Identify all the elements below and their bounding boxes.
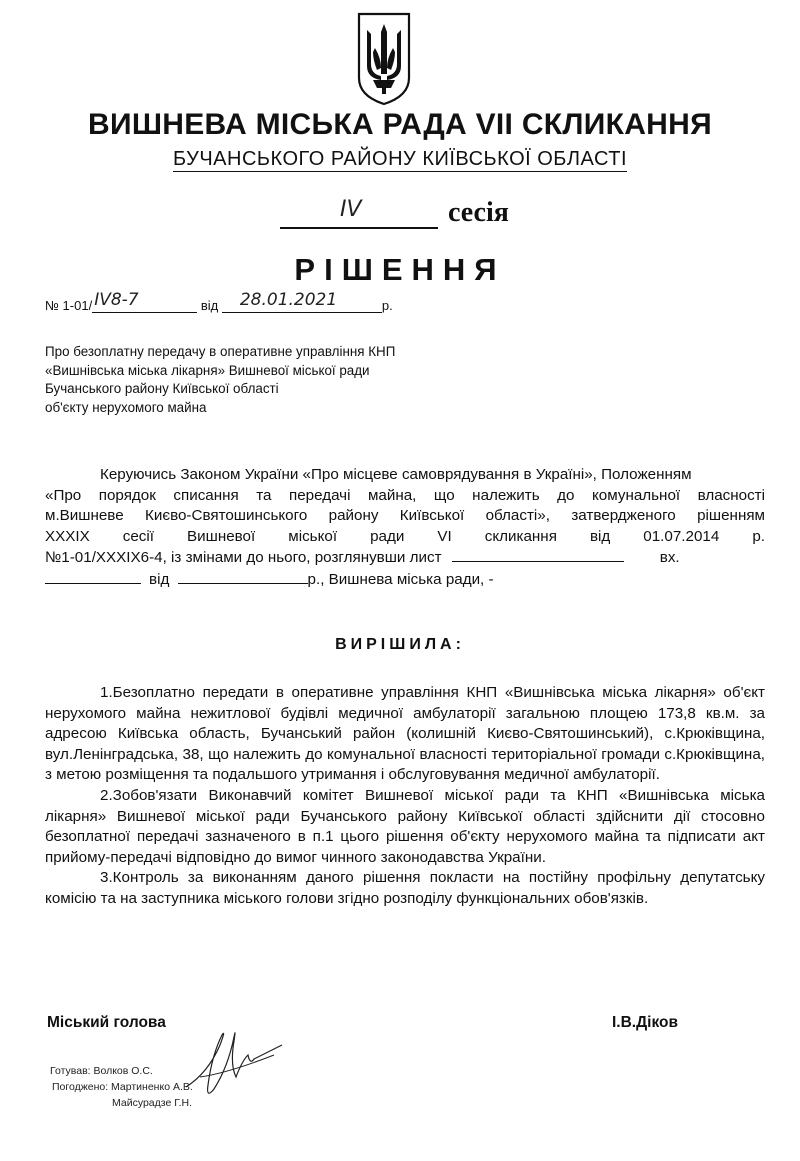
prepared-by: Готував: Волков О.С. — [50, 1065, 153, 1077]
subject-line: Бучанського району Київської області — [45, 381, 279, 396]
preamble-line — [45, 547, 765, 569]
session-number-handwritten: IV — [340, 197, 362, 222]
letter-number-field — [452, 547, 624, 562]
preamble-line — [45, 569, 765, 591]
incoming-label: вх. — [659, 549, 680, 567]
incoming-number-field — [45, 569, 141, 584]
decision-date-field — [222, 290, 382, 313]
decision-number-handwritten: IV8-7 — [94, 290, 139, 310]
preamble-line: «Про порядок списання та передачі майна, що належить до комунальної власності — [45, 486, 765, 504]
decision-number-line — [45, 290, 393, 313]
agreed-by-second: Майсурадзе Г.Н. — [112, 1097, 193, 1109]
preamble — [45, 465, 765, 591]
session-line — [280, 197, 509, 229]
preamble-line: м.Вишневе Києво-Святошинського району Київської області», затвердженого рішенням — [45, 507, 765, 525]
agreed-by: Погоджено: Мартиненко А.В. — [52, 1081, 193, 1093]
decision-points — [45, 683, 765, 910]
resolved-heading: ВИРІШИЛА: — [335, 636, 465, 653]
number-prefix: № 1-01/ — [45, 298, 93, 313]
preamble-closing: р., Вишнева міська ради, - — [307, 570, 494, 588]
date-prefix: від — [200, 298, 219, 313]
subject-line: «Вишнівська міська лікарня» Вишневої міської ради — [45, 362, 370, 378]
decision-title: РІШЕННЯ — [294, 252, 506, 287]
decision-point-1: 1.Безоплатно передати в оперативне управління КНП «Вишнівська міська лікарня» об'єкт нерухомого майна нежитлової будівлі медичної амбулаторії загальною площею 173,8 кв.м. за адресою Київська область, Бучанський район (колишній Києво-Святошинський), с.Крюківщина, вул.Ленінградська, 38, що належить до комунальної власності територіальної громади с.Крюківщина, з метою розміщення та подальшого утримання і обслуговування медичної амбулаторії. — [45, 684, 765, 784]
preamble-line: XXXIX сесії Вишневої міської ради VI скликання від 01.07.2014 р. — [45, 527, 765, 545]
subject-line: Про безоплатну передачу в оперативне управління КНП — [45, 344, 396, 359]
from-label: від — [149, 570, 170, 588]
signatory-name: І.В.Діков — [612, 1014, 679, 1031]
council-title: ВИШНЕВА МІСЬКА РАДА VII СКЛИКАННЯ — [88, 108, 712, 141]
handwritten-signature — [178, 1015, 288, 1105]
decision-point-3: 3.Контроль за виконанням даного рішення покласти на постійну профільну депутатську комісію та на заступника міського голови згідно розподілу функціональних обов'язків. — [45, 869, 765, 907]
decision-date-handwritten: 28.01.2021 — [239, 290, 338, 310]
session-number-field — [280, 197, 438, 229]
signatory-role: Міський голова — [47, 1014, 166, 1031]
decision-number-field — [92, 290, 197, 313]
preamble-letter-text: №1-01/XXXIX6-4, із змінами до нього, розглянувши лист — [45, 549, 442, 567]
council-subtitle: БУЧАНСЬКОГО РАЙОНУ КИЇВСЬКОЇ ОБЛАСТІ — [172, 148, 627, 170]
decision-subject — [45, 343, 395, 417]
subject-line: об'єкту нерухомого майна — [45, 399, 207, 415]
preamble-line: Керуючись Законом України «Про місцеве самоврядування в Україні», Положенням — [100, 466, 692, 483]
date-suffix: р. — [381, 298, 393, 313]
letter-date-field — [178, 569, 308, 584]
decision-point-2: 2.Зобов'язати Виконавчий комітет Вишневої міської ради та КНП «Вишнівська міська лікарня» Вишневої міської ради Бучанського району Київської області здійснити дії стосовно безоплатної передачі зазначеного в п.1 цього рішення об'єкту нерухомого майна та підписати акт прийому-передачі відповідно до вимог чинного законодавства України. — [45, 786, 765, 866]
coat-of-arms-icon — [355, 12, 413, 106]
session-label: сесія — [448, 197, 509, 228]
